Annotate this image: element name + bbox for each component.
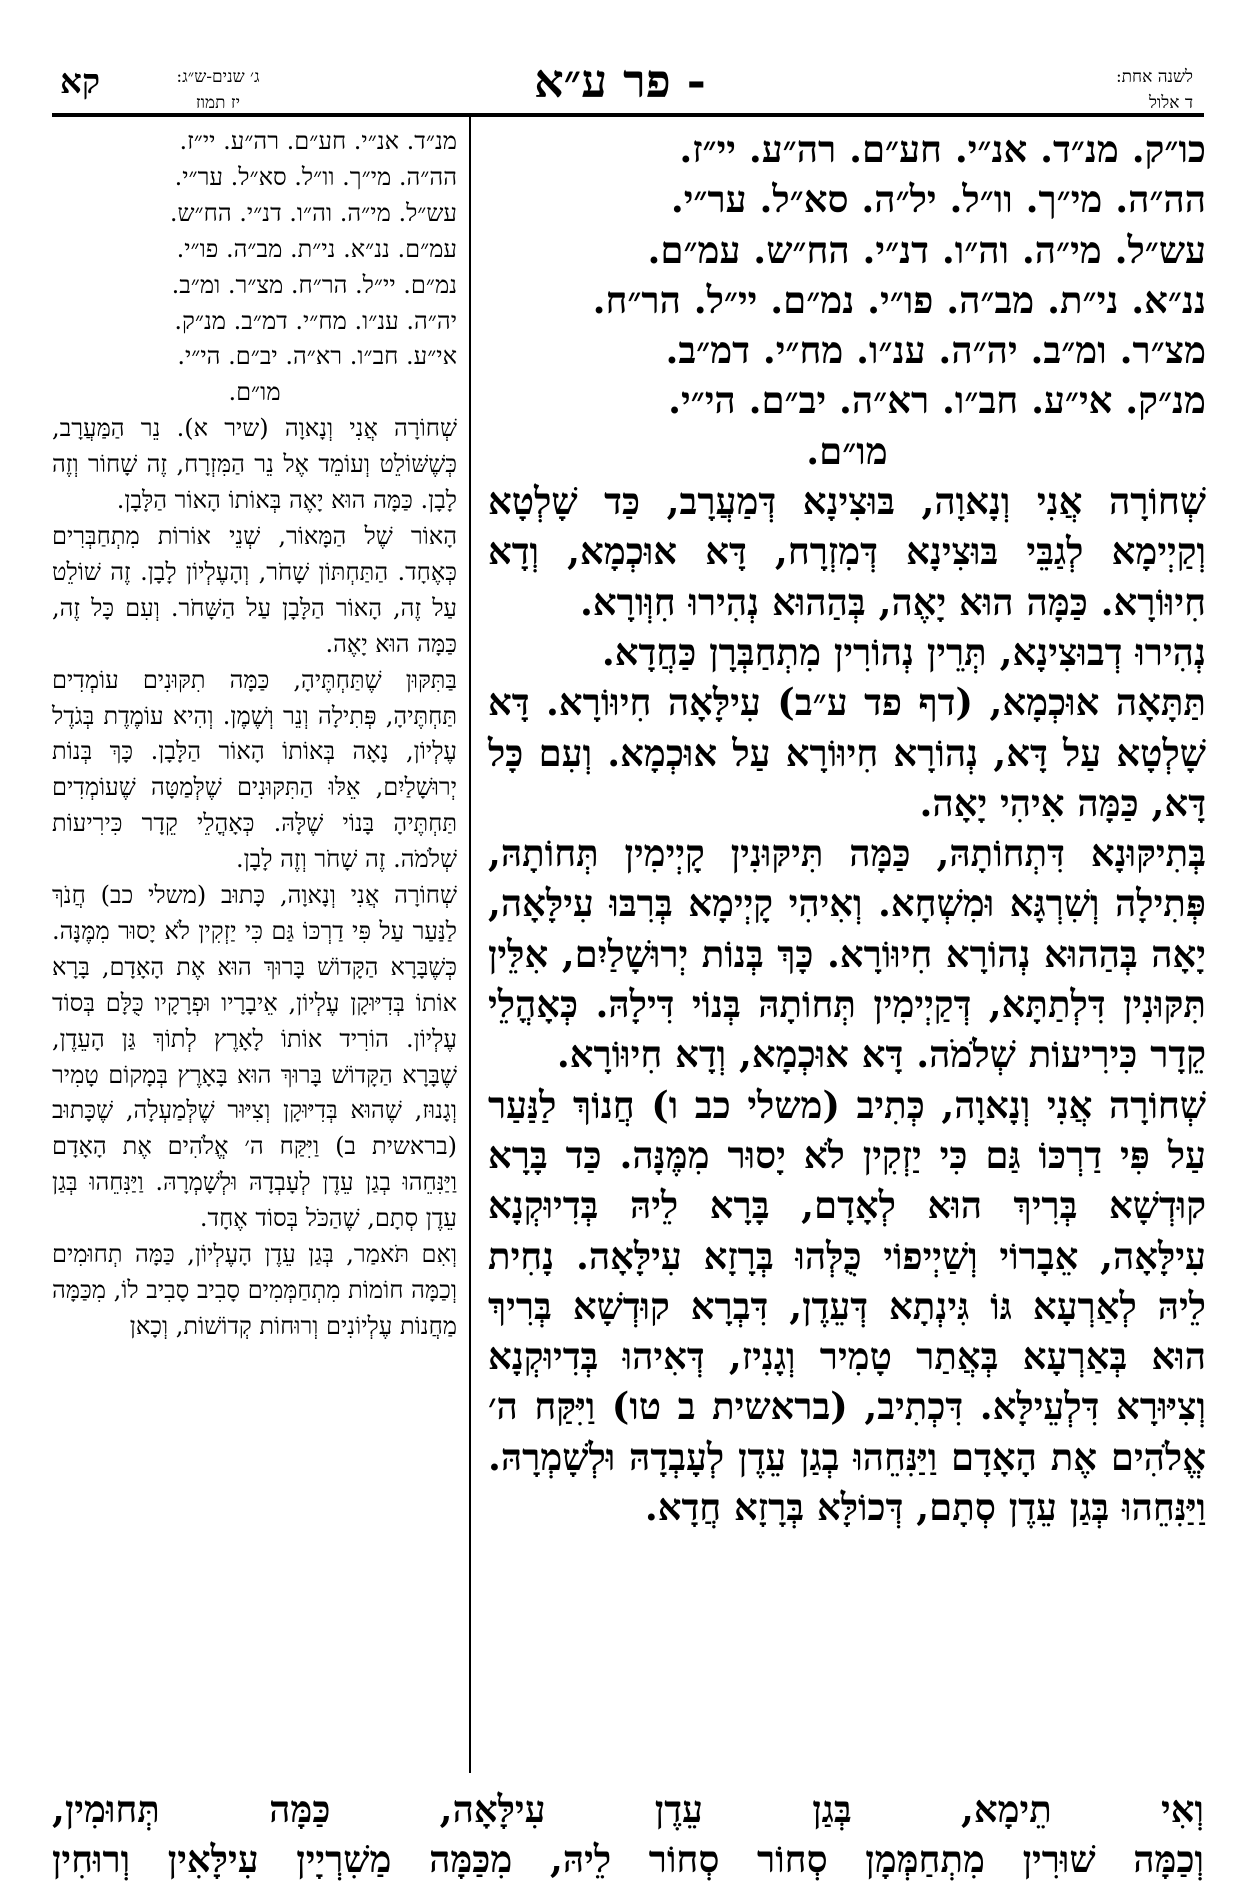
main-paragraph: שְׁחוֹרָה אֲנִי וְנָאוָה, בּוּצִינָא דְּמַעֲרָב, כַּד שָׁלְטָא וְקַיְימָא לְגַבֵּי בּוּצִינָא דְּמִזְרָח, דָּא אוּכְמָא, וְדָא חִיוּוֹרָא. כַּמָּה הוּא יָאֶה, בְּהַהוּא נְהִירוּ חִוְּורָא. (488, 479, 1206, 624)
main-text-line: מצ״ר. ומ״ב. יה״ה. ענ״ו. מח״י. דמ״ב. (665, 328, 1206, 373)
main-paragraph: שְׁחוֹרָה אֲנִי וְנָאוָה, כְּתִיב (משלי כב ו) חֲנוֹךְ לַנַּעַר עַל פִּי דַרְכּוֹ גַּם כִּי יַזְקִין לֹא יָסוּר מִמֶּנָּה. כַּד בָּרָא קוּדְשָׁא בְּרִיךְ הוּא לְאָדָם, בָּרָא לֵיהּ בְּדִיוּקְנָא עִילָּאָה, אֵבָרוֹי וְשַׁיְיפוֹי כֻּלְּהוּ בְּרָזָא עִילָּאָה. נָחִית לֵיהּ לְאַרְעָא גּוֹ גִּינְתָא דְּעֵדֶן, דִּבְרָא קוּדְשָׁא בְּרִיךְ הוּא בְּאַרְעָא בְּאֲתַר טָמִיר וְגָנִיז, דְּאִיהוּ בְּדִיוּקְנָא וְצִיּוּרָא דִּלְעֵילָּא. דִּכְתִיב, (בראשית ב טו) וַיִּקַּח ה׳ אֱלֹהִים אֶת הָאָדָם וַיַּנִּחֵהוּ בְגַן עֵדֶן לְעָבְדָהּ וּלְשָׁמְרָהּ. וַיַּנִּחֵהוּ בְּגַן עֵדֶן סְתָם, דְּכוֹלָּא בְּרָזָא חֲדָא. (488, 1082, 1206, 1530)
bottom-text (52, 1784, 1204, 1884)
main-column (488, 124, 1206, 1532)
main-text-line: ננ״א. ני״ת. מב״ה. פו״י. נמ״ם. יי״ל. הר״ח. (592, 277, 1206, 322)
main-paragraph: בְּתִיקּוּנָא דִּתְחוֹתָהּ, כַּמָּה תִּיקּוּנִין קָיְימִין תְּחוֹתָהּ, פְּתִילָה וְשִׁרְגָּא וּמִשְׁחָא. וְאִיהִי קָיְימָא בְּרִבּוּ עִילָּאָה, יָאָה בְּהַהוּא נְהוֹרָא חִיוּוֹרָא. כָּךְ בְּנוֹת יְרוּשָׁלַיִם, אִלֵּין תִּקּוּנִין דִּלְתַתָּא, דְּקַיְימִין תְּחוֹתָהּ בְּנוֹי דִּילָהּ. כְּאָהֳלֵי קֵדָר כִּירִיעוֹת שְׁלֹמֹה. דָּא אוּכְמָא, וְדָא חִיוּוֹרָא. (488, 831, 1206, 1077)
side-column (52, 124, 457, 1345)
side-text-line: יה״ה. ענ״ו. מח״י. דמ״ב. מנ״ק. (174, 306, 457, 335)
side-text-line: עמ״ם. ננ״א. ני״ת. מב״ה. פו״י. (176, 234, 457, 263)
column-divider (469, 113, 471, 1773)
header-right-subtitle (993, 64, 1193, 116)
main-text-line: מנ״ק. אי״ע. חב״ו. רא״ה. יב״ם. הי״י. (668, 378, 1206, 423)
main-paragraph: תַּתָּאָה אוּכְמָא, (דף פד ע״ב) עִילָּאָה חִיוּוֹרָא. דָּא שָׁלְטָא עַל דָּא, נְהוֹרָא חִיוּוֹרָא עַל אוּכְמָא. וְעִם כָּל דָּא, כַּמָּה אִיהִי יָאָה. (488, 680, 1206, 825)
main-text-line: הה״ה. מי״ך. וו״ל. יל״ה. סא״ל. ער״י. (670, 177, 1206, 222)
bottom-text-line: וְאִי תֵימָא, בְּגַן עֵדֶן עִילָּאָה, כַּמָּה תְּחוּמִין, (52, 1787, 1204, 1831)
side-text-line: מנ״ד. אנ״י. חע״ם. רה״ע. יי״ז. (179, 127, 457, 155)
side-text-line: עש״ל. מי״ה. וה״ו. דנ״י. הח״ש. (169, 198, 457, 227)
header-right-line: ד אלול (1148, 93, 1193, 113)
side-paragraph: וְאִם תֹּאמַר, בְּגַן עֵדֶן הָעֶלְיוֹן, כַּמָּה תְחוּמִים וְכַמָּה חוֹמוֹת מִתְחַמְּמִים סָבִיב סָבִיב לוֹ, מִכַּמָּה מַחֲנוֹת עֶלְיוֹנִים וְרוּחוֹת קְדוֹשׁוֹת, וְכָאן (52, 1240, 457, 1340)
header-left-line: יז תמוז (195, 93, 241, 113)
page-title: - פר ע״א (534, 54, 706, 108)
header-left-line: ג׳ שנים-ש״ג: (176, 67, 260, 87)
bottom-text-line: וְכַמָּה שׁוּרִין מִתְחַמְּמָן סְחוֹר סְחוֹר לֵיהּ, מִכַּמָּה מַשִׁרְיָין עִילָּאִין וְרוּחִין (52, 1837, 1205, 1881)
side-paragraph: שְׁחוֹרָה אֲנִי וְנָאוָה, כָּתוּב (משלי כב) חֲנֹךְ לַנַּעַר עַל פִּי דַרְכּוֹ גַּם כִּי יַזְקִין לֹא יָסוּר מִמֶּנָּה. כְּשֶׁבָּרָא הַקָּדוֹשׁ בָּרוּךְ הוּא אֶת הָאָדָם, בָּרָא אוֹתוֹ בְּדִיּוּקָן עֶלְיוֹן, אֵיבָרָיו וּפְרָקָיו כֻּלָּם בְּסוֹד עֶלְיוֹן. הוֹרִיד אוֹתוֹ לָאָרֶץ לְתוֹךְ גַּן הָעֵדֶן, שֶׁבָּרָא הַקָּדוֹשׁ בָּרוּךְ הוּא בָּאָרֶץ בְּמָקוֹם טָמִיר וְגָנוּז, שֶׁהוּא בְּדִיּוּקָן וְצִיּוּר שֶׁלְּמַעְלָה, שֶׁכָּתוּב (בראשית ב) וַיִּקַּח ה׳ אֱלֹהִים אֶת הָאָדָם וַיַּנִּחֵהוּ בְגַן עֵדֶן לְעָבְדָהּ וּלְשָׁמְרָהּ. וַיַּנִּחֵהוּ בְּגַן עֵדֶן סְתָם, שֶׁהַכֹּל בְּסוֹד אֶחָד. (52, 881, 457, 1233)
side-paragraph: הָאוֹר שֶׁל הַמָּאוֹר, שְׁנֵי אוֹרוֹת מִתְחַבְּרִים כְּאֶחָד. הַתַּחְתּוֹן שָׁחֹר, וְהָעֶלְיוֹן לָבָן. זֶה שׁוֹלֵט עַל זֶה, הָאוֹר הַלָּבָן עַל הַשָּׁחֹר. וְעִם כָּל זֶה, כַּמָּה הוּא יָאֶה. (52, 521, 457, 658)
side-text-line: הה״ה. מי״ך. וו״ל. סא״ל. ער״י. (174, 162, 457, 191)
side-text-line: אי״ע. חב״ו. רא״ה. יב״ם. הי״י. (177, 342, 457, 371)
side-paragraph: שְׁחוֹרָה אֲנִי וְנָאוָה (שיר א). נֵר הַמַּעֲרָב, כְּשֶׁשּׁוֹלֵט וְעוֹמֵד אֶל נֵר הַמִּזְרָח, זֶה שָׁחוֹר וְזֶה לָבָן. כַּמָּה הוּא יָאֶה בְּאוֹתוֹ הָאוֹר הַלָּבָן. (52, 414, 457, 515)
side-end-line: מו״ם. (228, 378, 281, 407)
page-number: קא (60, 62, 101, 102)
main-paragraph: נְהִירוּ דְבוּצִינָא, תְּרֵין נְהוֹרִין מִתְחַבְּרָן כַּחֲדָא. (601, 629, 1206, 674)
side-paragraph: בַּתִּקּוּן שֶׁתַּחְתֶּיהָ, כַּמָּה תִקּוּנִים עוֹמְדִים תַּחְתֶּיהָ, פְּתִילָה וְנֵר וְשֶׁמֶן. וְהִיא עוֹמֶדֶת בְּגֹדֶל עֶלְיוֹן, נָאָה בְּאוֹתוֹ הָאוֹר הַלָּבָן. כָּךְ בְּנוֹת יְרוּשָׁלַיִם, אֵלּוּ הַתִּקּוּנִים שֶׁלְּמַטָּה שֶׁעוֹמְדִים תַּחְתֶּיהָ בָּנוֹי שֶׁלָּהּ. כְּאָהֳלֵי קֵדָר כִּירִיעוֹת שְׁלֹמֹה. זֶה שָׁחֹר וְזֶה לָבָן. (52, 665, 457, 874)
main-text-line: כו״ק. מנ״ד. אנ״י. חע״ם. רה״ע. יי״ז. (679, 127, 1206, 171)
main-text-line: עש״ל. מי״ה. וה״ו. דנ״י. הח״ש. עמ״ם. (647, 227, 1206, 272)
header-right-line: לשנה אחת: (1115, 67, 1193, 87)
header-rule (52, 113, 1204, 117)
header-left-subtitle (118, 64, 318, 116)
side-text-line: נמ״ם. יי״ל. הר״ח. מצ״ר. ומ״ב. (171, 270, 457, 299)
main-end-line: מו״ם. (806, 428, 888, 473)
